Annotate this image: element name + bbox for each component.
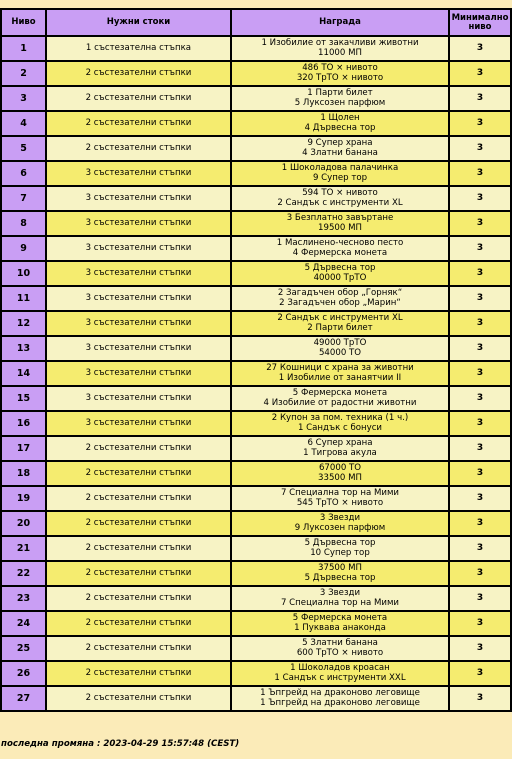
- reward-cell: [231, 661, 449, 686]
- table-row: [1, 286, 511, 311]
- header-min-level-label: Минимално ниво: [451, 12, 509, 32]
- reward-line: 3 Звезди: [319, 513, 361, 524]
- reward-line: 4 Златни банана: [302, 147, 378, 158]
- table-row: [1, 611, 511, 636]
- goods-cell: 2 състезателни стъпки: [46, 136, 231, 161]
- reward-cell: [231, 211, 449, 236]
- goods-cell: 2 състезателни стъпки: [46, 61, 231, 86]
- reward-cell: [231, 311, 449, 336]
- header-level: Ниво: [1, 9, 46, 36]
- level-cell: 23: [1, 586, 46, 611]
- min-level-cell: 3: [449, 661, 511, 686]
- table-row: [1, 236, 511, 261]
- reward-line: 486 ТО × нивото: [302, 63, 378, 74]
- reward-line: 3 Безплатно завъртане: [286, 213, 394, 224]
- reward-line: 5 Луксозен парфюм: [294, 97, 386, 108]
- reward-line: 33500 МП: [318, 472, 362, 483]
- min-level-cell: 3: [449, 461, 511, 486]
- reward-cell: [231, 686, 449, 711]
- reward-line: 1 Маслинено-чесново песто: [276, 238, 404, 249]
- reward-cell: [231, 611, 449, 636]
- reward-line: 2 Парти билет: [307, 322, 373, 333]
- reward-line: 10 Супер тор: [310, 547, 370, 558]
- goods-cell: 2 състезателни стъпки: [46, 486, 231, 511]
- goods-cell: 3 състезателни стъпки: [46, 261, 231, 286]
- level-cell: 10: [1, 261, 46, 286]
- reward-cell: [231, 86, 449, 111]
- goods-cell: 2 състезателни стъпки: [46, 586, 231, 611]
- reward-cell: [231, 436, 449, 461]
- table-row: [1, 211, 511, 236]
- reward-line: 49000 ТрТО: [313, 338, 367, 349]
- min-level-cell: 3: [449, 36, 511, 61]
- reward-cell: [231, 411, 449, 436]
- table-row: [1, 511, 511, 536]
- reward-line: 54000 ТО: [318, 347, 362, 358]
- level-cell: 8: [1, 211, 46, 236]
- table-row: [1, 61, 511, 86]
- reward-line: 5 Дървесна тор: [304, 572, 376, 583]
- reward-cell: [231, 236, 449, 261]
- reward-line: 5 Фермерска монета: [292, 388, 388, 399]
- goods-cell: 3 състезателни стъпки: [46, 361, 231, 386]
- table-row: [1, 261, 511, 286]
- reward-line: 5 Дървесна тор: [304, 263, 376, 274]
- goods-cell: 2 състезателни стъпки: [46, 511, 231, 536]
- reward-line: 5 Фермерска монета: [292, 613, 388, 624]
- table-row: [1, 561, 511, 586]
- level-cell: 13: [1, 336, 46, 361]
- goods-cell: 2 състезателни стъпки: [46, 636, 231, 661]
- reward-line: 2 Купон за пом. техника (1 ч.): [271, 413, 409, 424]
- reward-cell: [231, 186, 449, 211]
- reward-line: 2 Загадъчен обор „Марин“: [279, 297, 401, 308]
- reward-cell: [231, 136, 449, 161]
- level-cell: 16: [1, 411, 46, 436]
- table-row: [1, 636, 511, 661]
- reward-cell: [231, 636, 449, 661]
- reward-line: 1 Ъпгрейд на драконово леговище: [260, 688, 420, 699]
- reward-line: 1 Изобилие от занаятчии II: [278, 372, 402, 383]
- table-row: [1, 586, 511, 611]
- table-row: [1, 536, 511, 561]
- level-cell: 12: [1, 311, 46, 336]
- reward-line: 1 Сандък с инструменти XXL: [274, 672, 406, 683]
- reward-line: 1 Тигрова акула: [303, 447, 377, 458]
- reward-line: 1 Изобилие от закачливи животни: [261, 38, 419, 49]
- min-level-cell: 3: [449, 236, 511, 261]
- min-level-cell: 3: [449, 286, 511, 311]
- min-level-cell: 3: [449, 186, 511, 211]
- goods-cell: 1 състезателна стъпка: [46, 36, 231, 61]
- reward-line: 320 ТрТО × нивото: [296, 72, 384, 83]
- reward-cell: [231, 561, 449, 586]
- reward-line: 27 Кошници с храна за животни: [266, 363, 414, 374]
- reward-line: 40000 ТрТО: [313, 272, 367, 283]
- min-level-cell: 3: [449, 561, 511, 586]
- min-level-cell: 3: [449, 686, 511, 711]
- reward-cell: [231, 336, 449, 361]
- reward-line: 594 ТО × нивото: [302, 188, 378, 199]
- min-level-cell: 3: [449, 511, 511, 536]
- level-cell: 11: [1, 286, 46, 311]
- min-level-cell: 3: [449, 161, 511, 186]
- header-min-level: [449, 9, 511, 36]
- level-cell: 26: [1, 661, 46, 686]
- table-row: [1, 111, 511, 136]
- reward-cell: [231, 361, 449, 386]
- reward-cell: [231, 461, 449, 486]
- table-row: [1, 411, 511, 436]
- reward-line: 9 Луксозен парфюм: [294, 522, 386, 533]
- level-cell: 18: [1, 461, 46, 486]
- reward-line: 7 Специална тор на Мими: [280, 597, 400, 608]
- reward-cell: [231, 486, 449, 511]
- reward-cell: [231, 61, 449, 86]
- table-row: [1, 311, 511, 336]
- min-level-cell: 3: [449, 336, 511, 361]
- goods-cell: 2 състезателни стъпки: [46, 536, 231, 561]
- level-cell: 24: [1, 611, 46, 636]
- reward-line: 19500 МП: [318, 222, 362, 233]
- reward-line: 2 Сандък с инструменти XL: [277, 313, 403, 324]
- goods-cell: 3 състезателни стъпки: [46, 161, 231, 186]
- goods-cell: 3 състезателни стъпки: [46, 336, 231, 361]
- reward-line: 7 Специална тор на Мими: [280, 488, 400, 499]
- goods-cell: 2 състезателни стъпки: [46, 611, 231, 636]
- reward-line: 5 Златни банана: [302, 638, 378, 649]
- reward-line: 600 ТрТО × нивото: [296, 647, 384, 658]
- min-level-cell: 3: [449, 386, 511, 411]
- table-row: [1, 436, 511, 461]
- table-row: [1, 461, 511, 486]
- min-level-cell: 3: [449, 61, 511, 86]
- level-cell: 22: [1, 561, 46, 586]
- goods-cell: 3 състезателни стъпки: [46, 286, 231, 311]
- reward-line: 545 ТрТО × нивото: [296, 497, 384, 508]
- goods-cell: 2 състезателни стъпки: [46, 436, 231, 461]
- goods-cell: 3 състезателни стъпки: [46, 411, 231, 436]
- reward-cell: [231, 261, 449, 286]
- reward-line: 3 Звезди: [319, 588, 361, 599]
- level-cell: 3: [1, 86, 46, 111]
- table-row: [1, 486, 511, 511]
- level-cell: 14: [1, 361, 46, 386]
- level-cell: 9: [1, 236, 46, 261]
- goods-cell: 2 състезателни стъпки: [46, 461, 231, 486]
- goods-cell: 3 състезателни стъпки: [46, 386, 231, 411]
- min-level-cell: 3: [449, 111, 511, 136]
- goods-cell: 2 състезателни стъпки: [46, 86, 231, 111]
- table-row: [1, 336, 511, 361]
- reward-cell: [231, 511, 449, 536]
- table-row: [1, 361, 511, 386]
- table-row: [1, 386, 511, 411]
- table-row: [1, 36, 511, 61]
- reward-line: 37500 МП: [318, 563, 362, 574]
- reward-line: 9 Супер храна: [307, 138, 373, 149]
- min-level-cell: 3: [449, 311, 511, 336]
- min-level-cell: 3: [449, 361, 511, 386]
- rewards-table: [0, 8, 512, 712]
- reward-line: 11000 МП: [318, 47, 362, 58]
- min-level-cell: 3: [449, 86, 511, 111]
- reward-line: 9 Супер тор: [312, 172, 368, 183]
- table-row: [1, 686, 511, 711]
- reward-cell: [231, 586, 449, 611]
- level-cell: 19: [1, 486, 46, 511]
- reward-cell: [231, 161, 449, 186]
- goods-cell: 3 състезателни стъпки: [46, 311, 231, 336]
- last-modified-note: последна промяна : 2023-04-29 15:57:48 (CEST): [1, 739, 240, 749]
- reward-line: 2 Сандък с инструменти XL: [277, 197, 403, 208]
- reward-line: 1 Щолен: [320, 113, 360, 124]
- min-level-cell: 3: [449, 636, 511, 661]
- min-level-cell: 3: [449, 261, 511, 286]
- min-level-cell: 3: [449, 136, 511, 161]
- table-row: [1, 86, 511, 111]
- table-row: [1, 161, 511, 186]
- header-row: [1, 9, 511, 36]
- reward-line: 2 Загадъчен обор „Горняк“: [277, 288, 403, 299]
- table-row: [1, 136, 511, 161]
- table-row: [1, 661, 511, 686]
- level-cell: 5: [1, 136, 46, 161]
- goods-cell: 2 състезателни стъпки: [46, 111, 231, 136]
- level-cell: 6: [1, 161, 46, 186]
- level-cell: 27: [1, 686, 46, 711]
- min-level-cell: 3: [449, 411, 511, 436]
- level-cell: 7: [1, 186, 46, 211]
- reward-line: 67000 ТО: [318, 463, 362, 474]
- reward-cell: [231, 386, 449, 411]
- reward-cell: [231, 536, 449, 561]
- reward-line: 1 Сандък с бонуси: [297, 422, 383, 433]
- level-cell: 1: [1, 36, 46, 61]
- goods-cell: 2 състезателни стъпки: [46, 661, 231, 686]
- goods-cell: 2 състезателни стъпки: [46, 686, 231, 711]
- reward-line: 6 Супер храна: [307, 438, 373, 449]
- reward-line: 5 Дървесна тор: [304, 538, 376, 549]
- goods-cell: 3 състезателни стъпки: [46, 236, 231, 261]
- goods-cell: 3 състезателни стъпки: [46, 186, 231, 211]
- reward-cell: [231, 111, 449, 136]
- min-level-cell: 3: [449, 436, 511, 461]
- reward-line: 4 Фермерска монета: [292, 247, 388, 258]
- reward-line: 1 Пуквава анаконда: [294, 622, 386, 633]
- level-cell: 21: [1, 536, 46, 561]
- min-level-cell: 3: [449, 486, 511, 511]
- level-cell: 2: [1, 61, 46, 86]
- reward-cell: [231, 36, 449, 61]
- level-cell: 20: [1, 511, 46, 536]
- reward-line: 1 Ъпгрейд на драконово леговище: [260, 697, 420, 708]
- reward-line: 4 Изобилие от радостни животни: [263, 397, 417, 408]
- level-cell: 17: [1, 436, 46, 461]
- min-level-cell: 3: [449, 611, 511, 636]
- header-goods: Нужни стоки: [46, 9, 231, 36]
- min-level-cell: 3: [449, 586, 511, 611]
- header-reward: Награда: [231, 9, 449, 36]
- reward-line: 1 Парти билет: [307, 88, 373, 99]
- table-row: [1, 186, 511, 211]
- level-cell: 25: [1, 636, 46, 661]
- reward-line: 4 Дървесна тор: [304, 122, 376, 133]
- reward-cell: [231, 286, 449, 311]
- goods-cell: 3 състезателни стъпки: [46, 211, 231, 236]
- level-cell: 15: [1, 386, 46, 411]
- min-level-cell: 3: [449, 211, 511, 236]
- goods-cell: 2 състезателни стъпки: [46, 561, 231, 586]
- reward-line: 1 Шоколадов кроасан: [290, 663, 390, 674]
- level-cell: 4: [1, 111, 46, 136]
- min-level-cell: 3: [449, 536, 511, 561]
- reward-line: 1 Шоколадова палачинка: [281, 163, 399, 174]
